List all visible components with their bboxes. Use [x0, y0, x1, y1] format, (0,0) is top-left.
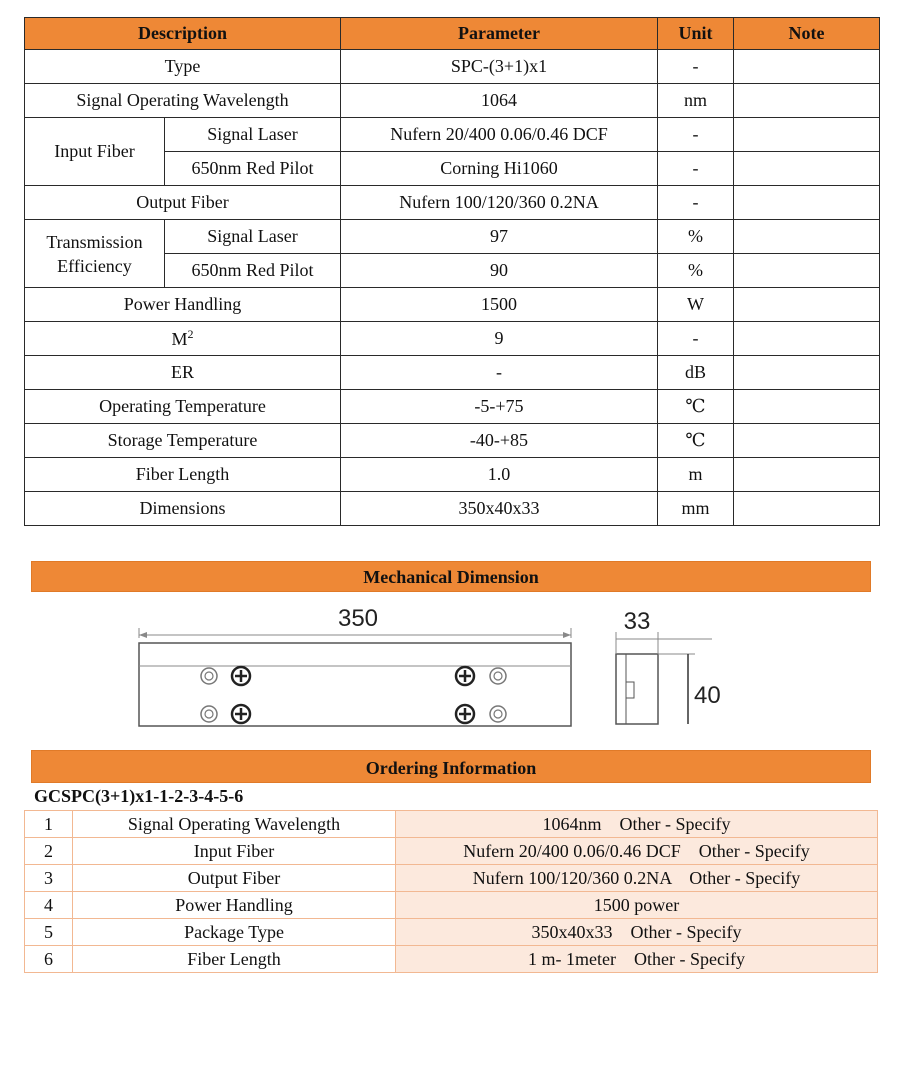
ordering-row — [25, 919, 878, 946]
fiber-length-param: 1.0 — [341, 458, 658, 492]
m2-unit: - — [658, 322, 734, 356]
m2-param: 9 — [341, 322, 658, 356]
ordering-code: GCSPC(3+1)x1-1-2-3-4-5-6 — [34, 786, 244, 806]
output-fiber-unit: - — [658, 186, 734, 220]
trans-signal-note — [734, 220, 880, 254]
trans-signal-unit: % — [658, 220, 734, 254]
er-unit: dB — [658, 356, 734, 390]
input-signal-unit: - — [658, 118, 734, 152]
op-temp-label: Operating Temperature — [25, 390, 341, 424]
spec-row-m2 — [25, 322, 880, 356]
ordering-row-value: 1 m- 1meter Other - Specify — [396, 946, 878, 973]
input-pilot-note — [734, 152, 880, 186]
output-fiber-note — [734, 186, 880, 220]
input-pilot-label: 650nm Red Pilot — [165, 152, 341, 186]
transmission-label — [25, 220, 165, 288]
spec-row-fiber-length — [25, 458, 880, 492]
dimension-height-label: 40 — [694, 682, 721, 709]
type-param: SPC-(3+1)x1 — [341, 50, 658, 84]
dimension-depth-label: 33 — [623, 608, 651, 635]
header-unit: Unit — [658, 18, 734, 50]
ordering-row-label: Output Fiber — [73, 865, 396, 892]
ordering-row-label: Power Handling — [73, 892, 396, 919]
package-side-view — [616, 654, 658, 724]
mechanical-drawing — [100, 598, 780, 738]
m2-label — [25, 322, 341, 356]
input-signal-param: Nufern 20/400 0.06/0.46 DCF — [341, 118, 658, 152]
fiber-length-label: Fiber Length — [25, 458, 341, 492]
spec-row-output-fiber — [25, 186, 880, 220]
ordering-row-number: 3 — [25, 865, 73, 892]
length-arrow-right — [563, 632, 571, 638]
fiber-length-note — [734, 458, 880, 492]
trans-pilot-param: 90 — [341, 254, 658, 288]
wavelength-unit: nm — [658, 84, 734, 118]
ordering-row-number: 5 — [25, 919, 73, 946]
op-temp-unit: ℃ — [658, 390, 734, 424]
er-note — [734, 356, 880, 390]
power-note — [734, 288, 880, 322]
power-param: 1500 — [341, 288, 658, 322]
trans-signal-param: 97 — [341, 220, 658, 254]
header-parameter: Parameter — [341, 18, 658, 50]
spec-row-wavelength — [25, 84, 880, 118]
ordering-row — [25, 838, 878, 865]
mechanical-dimension-title: Mechanical Dimension — [31, 561, 871, 592]
dimensions-param: 350x40x33 — [341, 492, 658, 526]
ordering-table — [24, 810, 878, 973]
ordering-row-label: Signal Operating Wavelength — [73, 811, 396, 838]
trans-pilot-note — [734, 254, 880, 288]
trans-pilot-unit: % — [658, 254, 734, 288]
ordering-row — [25, 946, 878, 973]
st-temp-note — [734, 424, 880, 458]
op-temp-note — [734, 390, 880, 424]
er-label: ER — [25, 356, 341, 390]
er-param: - — [341, 356, 658, 390]
header-description: Description — [25, 18, 341, 50]
ordering-row-value: Nufern 100/120/360 0.2NA Other - Specify — [396, 865, 878, 892]
st-temp-param: -40-+85 — [341, 424, 658, 458]
transmission-label-line2: Efficiency — [57, 255, 132, 276]
trans-signal-label: Signal Laser — [165, 220, 341, 254]
dimensions-note — [734, 492, 880, 526]
ordering-row — [25, 865, 878, 892]
input-signal-label: Signal Laser — [165, 118, 341, 152]
transmission-label-line1: Transmission — [46, 231, 143, 252]
screw-icon — [232, 667, 250, 685]
screw-icon — [232, 705, 250, 723]
screw-icon — [456, 705, 474, 723]
header-note: Note — [734, 18, 880, 50]
spec-row-st-temp — [25, 424, 880, 458]
m2-label-base: M — [171, 329, 188, 349]
m2-label-sup: 2 — [187, 327, 194, 341]
spec-row-op-temp — [25, 390, 880, 424]
screw-icon — [456, 667, 474, 685]
wavelength-label: Signal Operating Wavelength — [25, 84, 341, 118]
spec-row-trans-signal — [25, 220, 880, 254]
ordering-row-value: 350x40x33 Other - Specify — [396, 919, 878, 946]
output-fiber-label: Output Fiber — [25, 186, 341, 220]
fiber-length-unit: m — [658, 458, 734, 492]
dimensions-label: Dimensions — [25, 492, 341, 526]
spec-row-dimensions — [25, 492, 880, 526]
spec-table — [24, 17, 880, 526]
ordering-row-number: 6 — [25, 946, 73, 973]
ordering-information-title: Ordering Information — [31, 750, 871, 783]
ordering-row-value: 1064nm Other - Specify — [396, 811, 878, 838]
input-signal-note — [734, 118, 880, 152]
type-note — [734, 50, 880, 84]
wavelength-note — [734, 84, 880, 118]
input-fiber-label: Input Fiber — [25, 118, 165, 186]
length-arrow-left — [139, 632, 147, 638]
spec-row-power — [25, 288, 880, 322]
spec-header-row — [25, 18, 880, 50]
ordering-row-label: Input Fiber — [73, 838, 396, 865]
dimensions-unit: mm — [658, 492, 734, 526]
power-label: Power Handling — [25, 288, 341, 322]
output-fiber-param: Nufern 100/120/360 0.2NA — [341, 186, 658, 220]
power-unit: W — [658, 288, 734, 322]
ordering-row-number: 1 — [25, 811, 73, 838]
ordering-row-number: 4 — [25, 892, 73, 919]
ordering-row-label: Package Type — [73, 919, 396, 946]
dimension-length-label: 350 — [337, 605, 379, 632]
spec-row-type — [25, 50, 880, 84]
fiber-port-icon — [626, 682, 634, 698]
spec-row-input-signal — [25, 118, 880, 152]
ordering-row-label: Fiber Length — [73, 946, 396, 973]
ordering-row-value: 1500 power — [396, 892, 878, 919]
wavelength-param: 1064 — [341, 84, 658, 118]
input-pilot-unit: - — [658, 152, 734, 186]
trans-pilot-label: 650nm Red Pilot — [165, 254, 341, 288]
type-label: Type — [25, 50, 341, 84]
m2-note — [734, 322, 880, 356]
st-temp-label: Storage Temperature — [25, 424, 341, 458]
ordering-row — [25, 811, 878, 838]
type-unit: - — [658, 50, 734, 84]
ordering-row-value: Nufern 20/400 0.06/0.46 DCF Other - Specify — [396, 838, 878, 865]
op-temp-param: -5-+75 — [341, 390, 658, 424]
ordering-row-number: 2 — [25, 838, 73, 865]
st-temp-unit: ℃ — [658, 424, 734, 458]
input-pilot-param: Corning Hi1060 — [341, 152, 658, 186]
ordering-row — [25, 892, 878, 919]
spec-row-er — [25, 356, 880, 390]
